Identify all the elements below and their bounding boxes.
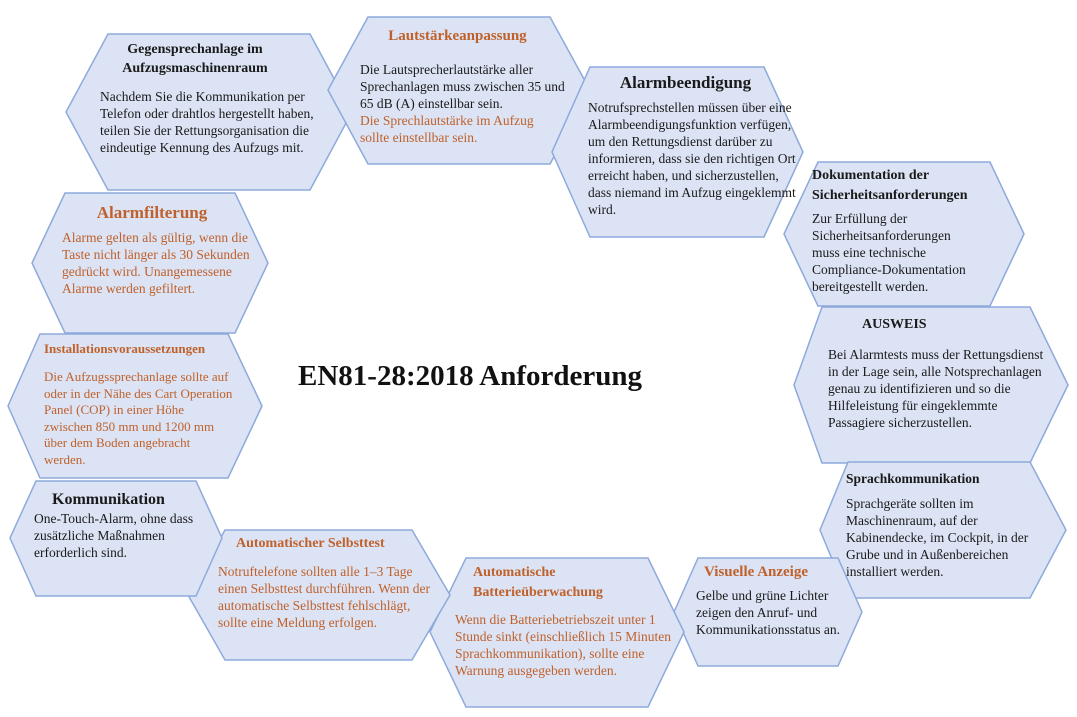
node-title: AUSWEIS <box>862 317 927 332</box>
node-title: Installationsvoraussetzungen <box>44 341 206 356</box>
node-alarmfilterung <box>62 203 260 297</box>
node-batterie <box>455 563 677 679</box>
node-kommunikation <box>34 490 199 561</box>
node-body: Bei Alarmtests muss der Rettungsdienst in der Lage sein, alle Notsprechanlagen genau zu identifizieren und so die Hilfeleistung für eingeklemmte Passagiere sicherzustellen. <box>828 347 1044 430</box>
node-title: Automatischer Selbsttest <box>236 536 385 551</box>
node-title: Kommunikation <box>52 491 165 508</box>
node-body: Notrufsprechstellen müssen über eine Alarmbeendigungsfunktion verfügen, um den Rettungsdienst darüber zu informieren, dass sie den richtigen Ort erreicht haben, und sicherzustellen, dass niemand im Aufzug eingeklemmt wird. <box>588 100 796 217</box>
node-body: Die Aufzugssprechanlage sollte auf oder in der Nähe des Cart Operation Panel (COP) in einer Höhe zwischen 850 mm und 1200 mm über dem Boden angebracht werden. <box>44 369 233 467</box>
node-title: Visuelle Anzeige <box>704 564 809 580</box>
node-body: Wenn die Batteriebetriebszeit unter 1 Stunde sinkt (einschließlich 15 Minuten Sprachkommunikation), sollte eine Warnung ausgegeben werden. <box>455 612 671 678</box>
node-lautstaerke <box>360 27 565 146</box>
node-title: Alarmbeendigung <box>619 73 752 92</box>
node-body: Sprachgeräte sollten im Maschinenraum, auf der Kabinendecke, im Cockpit, in der Grube und in Außenbereichen installiert werden. <box>846 496 1029 579</box>
node-body: Alarme gelten als gültig, wenn die Taste nicht länger als 30 Sekunden gedrückt wird. Unangemessene Alarme werden gefiltert. <box>62 230 250 296</box>
node-alarmbeendigung <box>588 73 798 218</box>
node-body: Nachdem Sie die Kommunikation per Telefon oder drahtlos hergestellt haben, teilen Sie der Rettungsorganisation die eindeutige Kennung des Aufzugs mit. <box>100 89 314 155</box>
node-dokumentation <box>812 166 1002 295</box>
node-title: Sprachkommunikation <box>846 471 980 486</box>
node-title: Gegensprechanlage im Aufzugsmaschinenraum <box>122 42 268 76</box>
node-gegensprechanlage <box>100 40 332 156</box>
node-body: Gelbe und grüne Lichter zeigen den Anruf- und Kommunikationsstatus an. <box>696 588 840 637</box>
node-body: One-Touch-Alarm, ohne dass zusätzliche Maßnahmen erforderlich sind. <box>34 511 194 560</box>
node-title: Automatische Batterieüberwachung <box>473 565 603 600</box>
node-sprachkommunikation <box>846 470 1058 580</box>
node-ausweis <box>828 316 1056 431</box>
node-body-accent: Die Sprechlautstärke im Aufzug sollte einstellbar sein. <box>360 113 534 145</box>
node-selbsttest <box>218 535 440 631</box>
page-title: EN81-28:2018 Anforderung <box>298 360 642 392</box>
node-body: Die Lautsprecherlautstärke aller Sprechanlagen muss zwischen 35 und 65 dB (A) einstellbar sein. <box>360 62 565 111</box>
node-title: Lautstärkeanpassung <box>388 28 527 44</box>
node-body: Notruftelefone sollten alle 1–3 Tage einen Selbsttest durchführen. Wenn der automatische Selbsttest fehlschlägt, sollte eine Meldung erfolgen. <box>218 564 430 630</box>
node-visuelle-anzeige <box>696 563 856 638</box>
node-title: Dokumentation der Sicherheitsanforderungen <box>812 168 968 203</box>
node-installation <box>44 341 244 468</box>
node-body: Zur Erfüllung der Sicherheitsanforderungen muss eine technische Compliance-Dokumentation bereitgestellt werden. <box>812 211 966 294</box>
node-title: Alarmfilterung <box>96 203 208 222</box>
